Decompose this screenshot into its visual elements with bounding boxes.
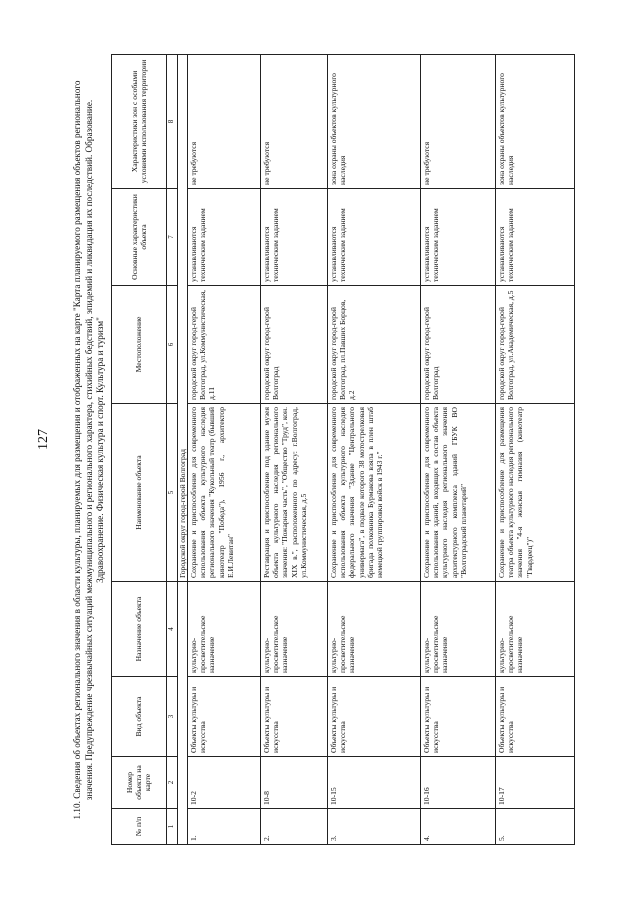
district-row <box>177 55 187 845</box>
header-cell: Вид объекта <box>111 677 166 757</box>
object-kind: Объекты культуры и искусства <box>495 677 574 757</box>
object-purpose: культурно-просветительское назначение <box>495 582 574 677</box>
object-kind: Объекты культуры и искусства <box>260 677 327 757</box>
object-characteristics: устанавливаются техническим заданием <box>260 189 327 286</box>
object-kind: Объекты культуры и искусства <box>420 677 495 757</box>
object-location: городской округ город-герой Волгоград <box>420 286 495 404</box>
row-number: 2. <box>260 809 327 845</box>
header-cell: Наименование объекта <box>111 404 166 582</box>
district-label: Городской округ город-герой Волгоград <box>177 55 187 582</box>
column-number: 5 <box>166 404 177 582</box>
row-number: 1. <box>187 809 260 845</box>
rotated-page-content <box>72 55 567 845</box>
object-location: городской округ город-герой Волгоград, ул.Академическая, д.5 <box>495 286 574 404</box>
table-row <box>495 55 574 845</box>
zone-characteristics: зона охраны объектов культурного наследия <box>327 55 420 189</box>
culture-objects-table <box>111 54 575 845</box>
header-cell: Основные характеристики объекта <box>111 189 166 286</box>
table-row <box>187 55 260 845</box>
map-number: 10-2 <box>187 757 260 809</box>
object-characteristics: устанавливаются техническим заданием <box>495 189 574 286</box>
row-number: 3. <box>327 809 420 845</box>
zone-characteristics: зона охраны объектов культурного наследия <box>495 55 574 189</box>
header-cell: Номер объекта на карте <box>111 757 166 809</box>
column-number: 1 <box>166 809 177 845</box>
object-location: городской округ город-герой Волгоград, пл.Павших Борцов, д.2 <box>327 286 420 404</box>
table-caption: 1.10. Сведения об объектах регионального значения в области культуры, планируемых для размещения и отображенных на карте "Карта планируемого размещения объектов регионального значения. Предупреждение чрезвычайных ситуаций межмуниципального и регионального характера, стихийных бедствий, эпидемий и ликвидация их последствий. Образование. Здравоохранение. Физическая культура и спорт. Культура и туризм" <box>72 80 106 820</box>
object-name: Сохранение и приспособление для современного использования объекта культурного наследия федерального значения "Здание "Центрального универмага", в подвале которого 38 мотострелковая бригада полковника Бурмакова взяла в плен штаб немецкой группировки войск в 1943 г." <box>327 404 420 582</box>
map-number: 10-15 <box>327 757 420 809</box>
column-number-row <box>166 55 177 845</box>
zone-characteristics: не требуются <box>260 55 327 189</box>
object-name: Сохранение и приспособление для современного использования зданий, входящих в состав объекта культурного наследия регионального значения архитектурного комплекса зданий ГБУК ВО "Волгоградский планетарий" <box>420 404 495 582</box>
header-cell: № п/п <box>111 809 166 845</box>
object-characteristics: устанавливаются техническим заданием <box>327 189 420 286</box>
row-number: 5. <box>495 809 574 845</box>
column-number: 6 <box>166 286 177 404</box>
page-number: 127 <box>36 429 51 450</box>
header-cell: Назначение объекта <box>111 582 166 677</box>
column-number: 3 <box>166 677 177 757</box>
map-number: 10-17 <box>495 757 574 809</box>
column-number: 8 <box>166 55 177 189</box>
object-kind: Объекты культуры и искусства <box>187 677 260 757</box>
header-cell: Характеристики зон с особыми условиями использования территории <box>111 55 166 189</box>
header-cell: Местоположение <box>111 286 166 404</box>
column-number: 2 <box>166 757 177 809</box>
object-purpose: культурно-просветительское назначение <box>260 582 327 677</box>
object-name: Сохранение и приспособление для размещения театра объекта культурного наследия регионального значения "4-я женская гимназия (кинотеатр "Гвардеец")" <box>495 404 574 582</box>
zone-characteristics: не требуются <box>187 55 260 189</box>
object-characteristics: устанавливаются техническим заданием <box>187 189 260 286</box>
column-number: 7 <box>166 189 177 286</box>
object-kind: Объекты культуры и искусства <box>327 677 420 757</box>
object-name: Сохранение и приспособление для современного использования объекта культурного наследия регионального значения "Кукольный театр (бывший кинотеатр "Победа"), 1956 г., архитектор Е.И.Левитан" <box>187 404 260 582</box>
object-name: Реставрация и приспособление под здание музея объекта культурного наследия регионального значения: "Пожарная часть", "Общество "Труд", кон. XIX в.", расположенного по адресу: г.Волгоград, ул.Коммунистическая, д.5 <box>260 404 327 582</box>
table-header-row <box>111 55 166 845</box>
table-row <box>327 55 420 845</box>
object-purpose: культурно-просветительское назначение <box>420 582 495 677</box>
column-number: 4 <box>166 582 177 677</box>
map-number: 10-16 <box>420 757 495 809</box>
object-location: городской округ город-герой Волгоград <box>260 286 327 404</box>
table-row <box>420 55 495 845</box>
district-spacer <box>177 582 187 845</box>
row-number: 4. <box>420 809 495 845</box>
table-row <box>260 55 327 845</box>
object-location: городской округ город-герой Волгоград, ул.Коммунистическая, д.11 <box>187 286 260 404</box>
map-number: 10-8 <box>260 757 327 809</box>
zone-characteristics: не требуются <box>420 55 495 189</box>
object-purpose: культурно-просветительское назначение <box>327 582 420 677</box>
object-purpose: культурно-просветительское назначение <box>187 582 260 677</box>
object-characteristics: устанавливаются техническим заданием <box>420 189 495 286</box>
